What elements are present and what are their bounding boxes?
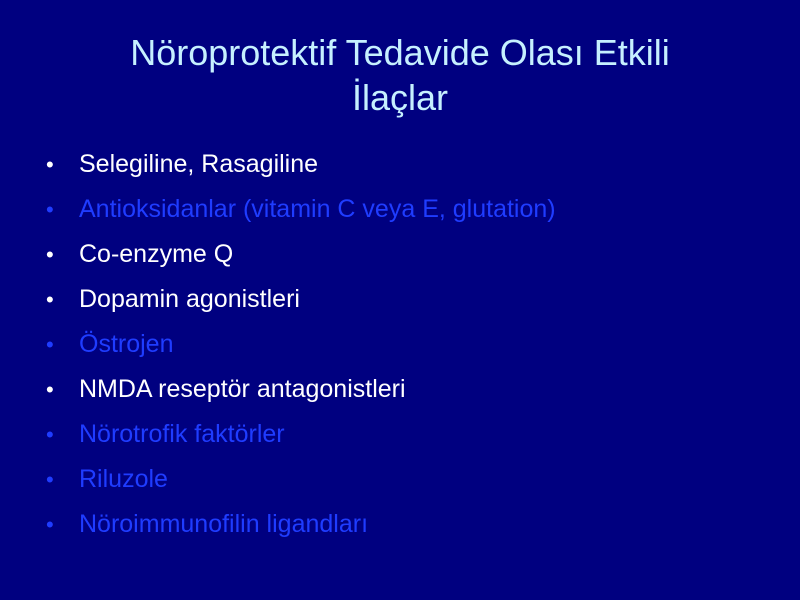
bullet-text: Östrojen (79, 330, 174, 358)
bullet-text: Riluzole (79, 465, 168, 493)
bullet-item-noroimmunofilin (46, 502, 556, 547)
bullet-item-nmda (46, 367, 556, 412)
slide-title-line-1: Nöroprotektif Tedavide Olası Etkili (130, 32, 670, 73)
bullet-dot-icon: • (46, 242, 54, 267)
bullet-dot-icon: • (46, 467, 54, 492)
bullet-item-riluzole (46, 457, 556, 502)
bullet-dot-icon: • (46, 287, 54, 312)
bullet-item-dopamin-agonistleri (46, 277, 556, 322)
slide-title-line-2: İlaçlar (351, 77, 449, 118)
bullet-item-norotrofik (46, 412, 556, 457)
bullet-item-antioksidanlar (46, 187, 556, 232)
bullet-item-selegiline (46, 142, 556, 187)
bullet-text: Antioksidanlar (vitamin C veya E, glutation) (79, 195, 556, 223)
bullet-dot-icon: • (46, 197, 54, 222)
bullet-text: Nörotrofik faktörler (79, 420, 285, 448)
bullet-list (46, 142, 556, 547)
bullet-dot-icon: • (46, 512, 54, 537)
bullet-text: Co-enzyme Q (79, 240, 234, 268)
bullet-dot-icon: • (46, 332, 54, 357)
bullet-item-ostrojen (46, 322, 556, 367)
bullet-dot-icon: • (46, 422, 54, 447)
bullet-dot-icon: • (46, 152, 54, 177)
bullet-item-co-enzyme-q (46, 232, 556, 277)
bullet-text: Dopamin agonistleri (79, 285, 300, 313)
bullet-text: Nöroimmunofilin ligandları (79, 510, 369, 538)
bullet-text: NMDA reseptör antagonistleri (79, 375, 406, 403)
slide-title (40, 30, 760, 120)
bullet-text: Selegiline, Rasagiline (79, 150, 319, 178)
bullet-dot-icon: • (46, 377, 54, 402)
